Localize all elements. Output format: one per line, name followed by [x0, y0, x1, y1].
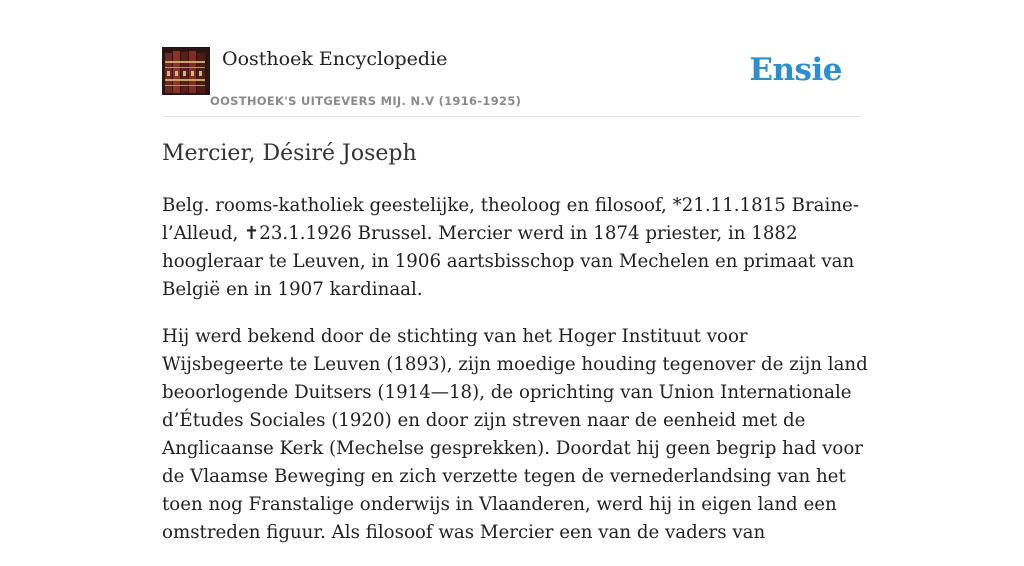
- book-spines-icon[interactable]: [162, 47, 210, 95]
- article-paragraph: Hij werd bekend door de stichting van het Hoger Instituut voor Wijsbegeerte te Leuven (1893), zijn moedige houding tegenover de zijn land beoorlogende Duitsers (1914—18), de oprichting van Union Internationale d’Études Sociales (1920) en door zijn streven naar de eenheid met de Anglicaanse Kerk (Mechelse gesprekken). Doordat hij geen begrip had voor de Vlaamse Beweging en zich verzette tegen de vernederlandsing van het toen nog Franstalige onderwijs in Vlaanderen, werd hij in eigen land een omstreden figuur. Als filosoof was Mercier een van de vaders van: [162, 326, 868, 543]
- article-body: [162, 192, 874, 566]
- article-title: Mercier, Désiré Joseph: [162, 141, 417, 166]
- publisher-label: OOSTHOEK'S UITGEVERS MIJ. N.V (1916-1925): [210, 94, 522, 108]
- article-paragraph: Belg. rooms-katholiek geestelijke, theoloog en filosoof, *21.11.1815 Braine-l’Alleud, ✝23.1.1926 Brussel. Mercier werd in 1874 priester, in 1882 hoogleraar te Leuven, in 1906 aartsbisschop van Mechelen en primaat van België en in 1907 kardinaal.: [162, 195, 859, 300]
- site-header: [162, 46, 862, 117]
- encyclopedia-name[interactable]: Oosthoek Encyclopedie: [222, 48, 448, 70]
- ensie-logo-link[interactable]: Ensie: [749, 52, 842, 88]
